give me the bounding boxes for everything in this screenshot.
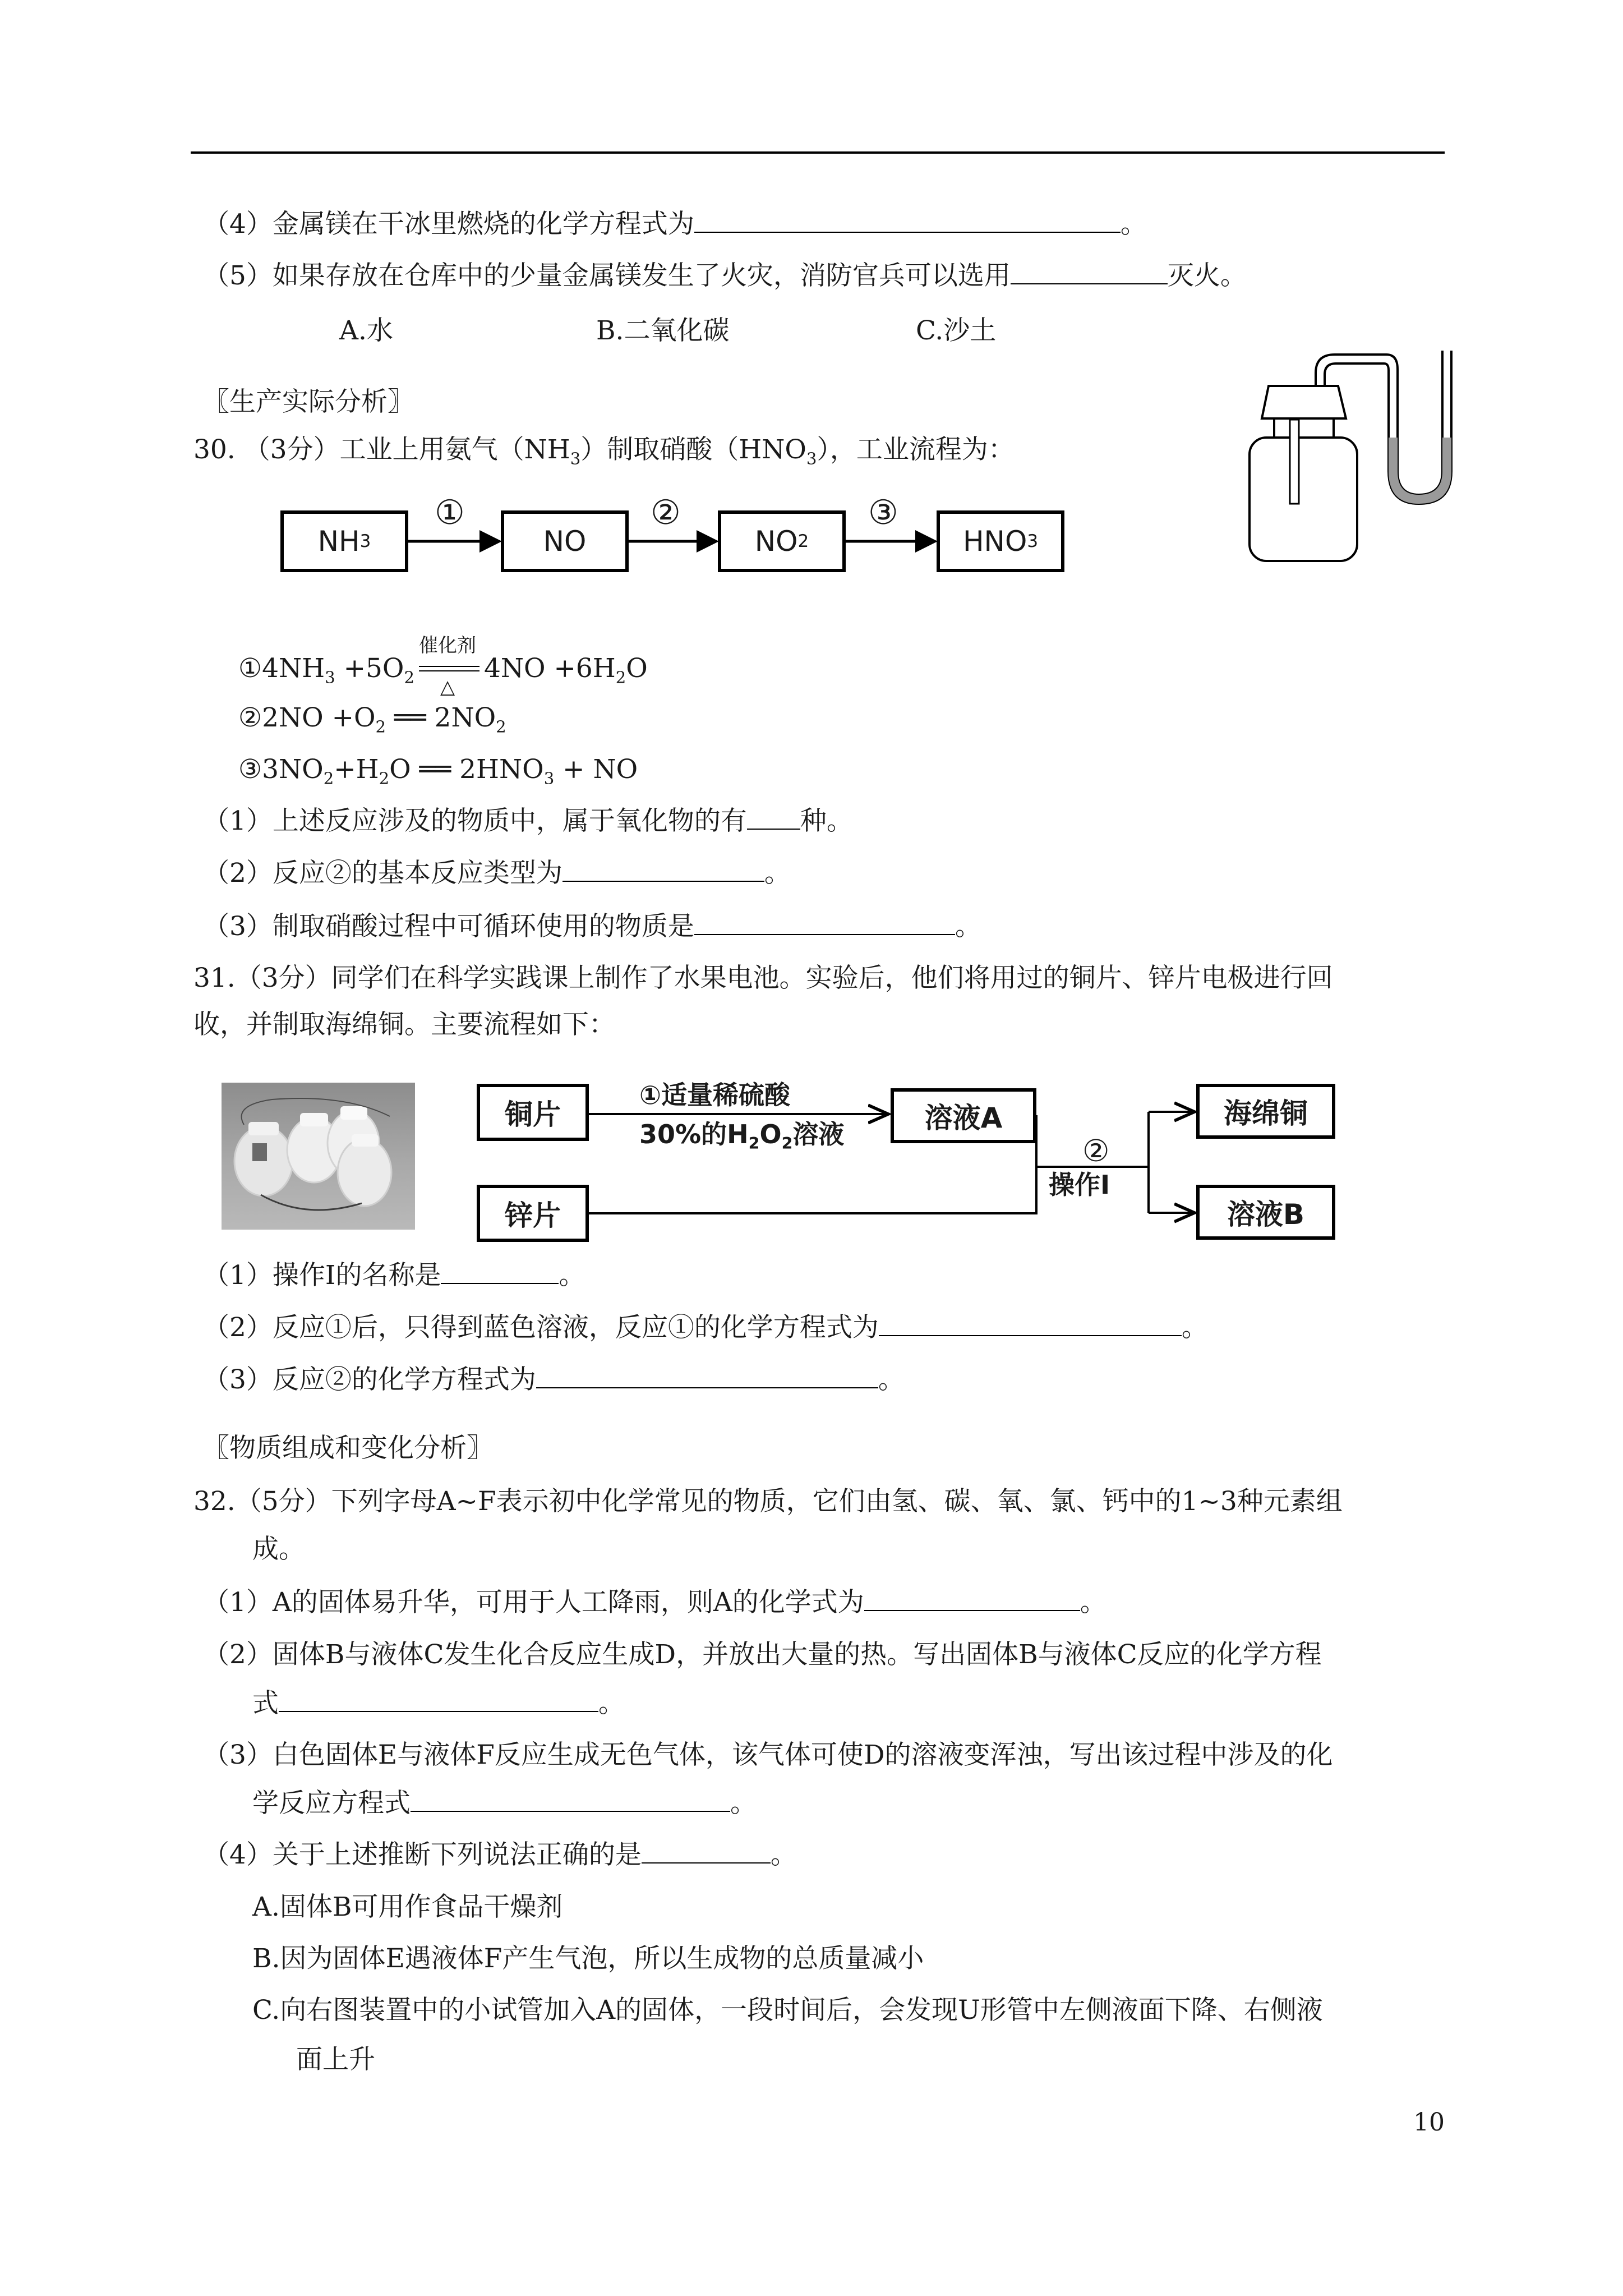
section-heading-composition: 〖物质组成和变化分析〗 — [203, 1433, 493, 1464]
q31-stem-line1: 31.（3分）同学们在科学实践课上制作了水果电池。实验后，他们将用过的铜片、锌片电极进行回 — [193, 963, 1333, 993]
q30-equation-3: $③3NO_2+H_2O$ ══ $2HNO_3$ + NO — [238, 754, 638, 788]
flow-box-nh3: NH 3 — [280, 510, 408, 572]
flow-box-hno3: HNO 3 — [937, 510, 1064, 572]
q32-option-c-line2: 面上升 — [296, 2044, 375, 2075]
flow-box-no2: NO 2 — [718, 510, 846, 572]
box-sponge-copper: 海绵铜 — [1196, 1084, 1335, 1139]
flow-box-no: NO — [501, 510, 629, 572]
box-solution-a: 溶液A — [891, 1088, 1036, 1143]
answer-blank[interactable] — [279, 1686, 598, 1712]
step-label-2: ② — [651, 493, 681, 532]
q29-item4: （4）金属镁在干冰里燃烧的化学方程式为 。 — [203, 206, 1147, 242]
step1-reagent-line2: 30%的$H_2O_2$溶液 — [639, 1119, 845, 1153]
q32-sub3-line2: 学反应方程式 。 — [252, 1786, 757, 1821]
answer-blank[interactable] — [441, 1258, 559, 1284]
q32-sub3-line1: （3）白色固体E与液体F反应生成无色气体，该气体可使D的溶液变浑浊，写出该过程中涉及的化 — [203, 1740, 1333, 1770]
q31-sub1: （1）操作Ⅰ的名称是 。 — [203, 1258, 585, 1294]
answer-blank[interactable] — [411, 1786, 730, 1812]
box-zinc: 锌片 — [477, 1185, 589, 1242]
page-number: 10 — [1413, 2108, 1445, 2137]
q32-option-b: B.因为固体E遇液体F产生气泡，所以生成物的总质量减小 — [252, 1943, 924, 1974]
q32-sub1: （1）A的固体易升华，可用于人工降雨，则A的化学式为 。 — [203, 1585, 1106, 1621]
box-copper: 铜片 — [477, 1084, 589, 1141]
q32-stem-line1: 32.（5分）下列字母A~F表示初中化学常见的物质，它们由氢、碳、氧、氯、钙中的1~3种元素组 — [193, 1486, 1343, 1517]
q29-option-a: A.水 — [339, 315, 393, 346]
q32-sub4: （4）关于上述推断下列说法正确的是 。 — [203, 1837, 797, 1873]
u-tube-apparatus — [1239, 342, 1464, 567]
answer-blank[interactable] — [642, 1838, 771, 1864]
section-heading-production: 〖生产实际分析〗 — [203, 386, 414, 417]
q31-sub2: （2）反应①后，只得到蓝色溶液，反应①的化学方程式为 。 — [203, 1310, 1208, 1346]
answer-blank[interactable] — [864, 1585, 1080, 1611]
q29-option-b: B.二氧化碳 — [596, 315, 730, 346]
q32-option-a: A.固体B可用作食品干燥剂 — [252, 1892, 563, 1922]
q29-item5: （5）如果存放在仓库中的少量金属镁发生了火灾，消防官兵可以选用 灭火。 — [203, 258, 1247, 294]
q31-stem-line2: 收，并制取海绵铜。主要流程如下： — [193, 1009, 615, 1040]
q32-sub2-line2: 式 。 — [252, 1686, 625, 1722]
step-label-3: ③ — [868, 493, 898, 532]
q32-stem-line2: 成。 — [252, 1534, 305, 1565]
q31-sub3: （3）反应②的化学方程式为 。 — [203, 1362, 905, 1398]
q29-option-c: C.沙土 — [916, 315, 997, 346]
box-solution-b: 溶液B — [1196, 1185, 1335, 1240]
step2-number: ② — [1082, 1133, 1110, 1168]
answer-blank[interactable] — [879, 1310, 1182, 1336]
q32-sub2-line1: （2）固体B与液体C发生化合反应生成D，并放出大量的热。写出固体B与液体C反应的化学方程 — [203, 1639, 1322, 1670]
step1-reagent-line1: ①适量稀硫酸 — [639, 1080, 790, 1110]
q30-stem: 30. （3分）工业上用氨气$(NH_3)$制取硝酸$(HNO_3)$，工业流程为： — [193, 434, 1015, 468]
q30-sub1: （1）上述反应涉及的物质中，属于氧化物的有 种。 — [203, 803, 853, 839]
q30-sub2: （2）反应②的基本反应类型为 。 — [203, 855, 791, 891]
q32-option-c-line1: C.向右图装置中的小试管加入A的固体，一段时间后，会发现U形管中左侧液面下降、右侧液 — [252, 1995, 1323, 2026]
reaction-condition: 催化剂 △ — [419, 659, 479, 682]
step-label-1: ① — [435, 493, 465, 532]
q30-sub3: （3）制取硝酸过程中可循环使用的物质是 。 — [203, 909, 981, 945]
q30-equation-1: $①4NH_3 +5O_2$ 催化剂 △ $4NO +6H_2O$ — [238, 634, 648, 698]
step2-operation-label: 操作Ⅰ — [1049, 1170, 1110, 1200]
q30-equation-2: ②2NO $+O_2$ ══ $2NO_2$ — [238, 702, 506, 737]
answer-blank[interactable] — [536, 1363, 878, 1388]
